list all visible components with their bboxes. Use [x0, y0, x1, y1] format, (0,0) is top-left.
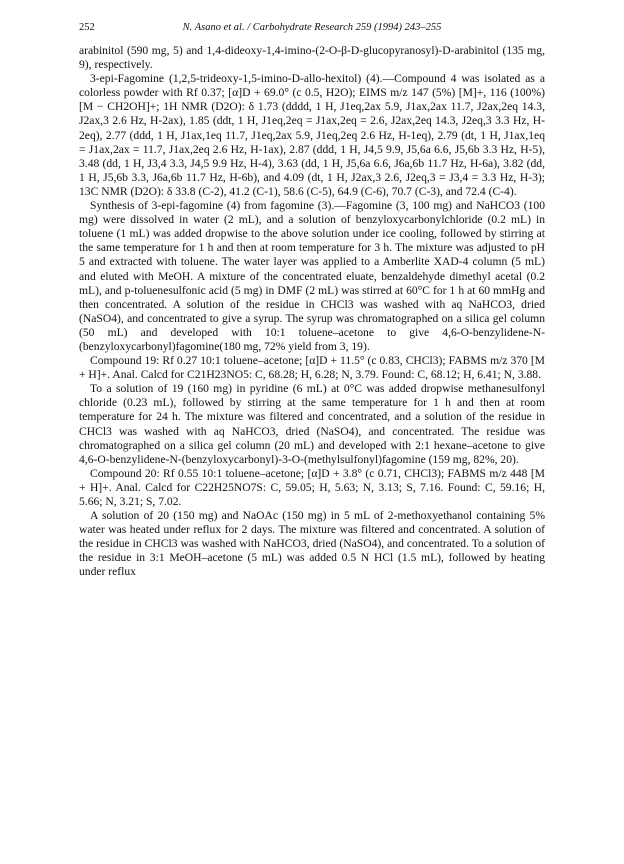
paragraph: To a solution of 19 (160 mg) in pyridine (6 mL) at 0°C was added dropwise methanesulfonyl chloride (0.23 mL), followed by stirring at the same temperature for 1 h and then at room temperature for 24 h. The mixture was filtered and concentrated, and a solution of the residue in CHCl3 was washed with aq NaHCO3, dried (NaSO4), and concentrated. The residue was chromatographed on a silica gel column (20 mL) and developed with 2:1 hexane–acetone to give 4,6-O-benzylidene-N-(benzyloxycarbonyl)-3-O-(methylsulfonyl)fagomine (159 mg, 82%, 20).: [79, 382, 545, 466]
paragraph: A solution of 20 (150 mg) and NaOAc (150 mg) in 5 mL of 2-methoxyethanol containing 5% water was heated under reflux for 2 days. The mixture was filtered and concentrated. A solution of the residue in CHCl3 was washed with NaHCO3, dried (NaSO4), and concentrated. To a solution of the residue in 3:1 MeOH–acetone (5 mL) was added 0.5 N HCl (1.5 mL), followed by heating under reflux: [79, 509, 545, 579]
paragraph: arabinitol (590 mg, 5) and 1,4-dideoxy-1,4-imino-(2-O-β-D-glucopyranosyl)-D-arabinitol (135 mg, 9), respectively.: [79, 44, 545, 72]
running-title: N. Asano et al. / Carbohydrate Research 259 (1994) 243–255: [182, 22, 442, 33]
page-number: 252: [79, 22, 95, 33]
paragraph: 3-epi-Fagomine (1,2,5-trideoxy-1,5-imino-D-allo-hexitol) (4).—Compound 4 was isolated as a colorless powder with Rf 0.37; [α]D + 69.0° (c 0.5, H2O); EIMS m/z 147 (5%) [M]+, 116 (100%) [M − CH2OH]+; 1H NMR (D2O): δ 1.73 (dddd, 1 H, J1eq,2ax 5.9, J1ax,2ax 11.7, J2ax,2eq 14.3, J2ax,3 2.6 Hz, H-2ax), 1.85 (ddt, 1 H, J1eq,2eq = J1ax,2eq = 2.6, J2ax,2eq 14.3, J2eq,3 3.3 Hz, H-2eq), 2.77 (ddd, 1 H, J1ax,1eq 11.7, J1eq,2ax 5.9, J1eq,2eq 2.6 Hz, H-1eq), 2.79 (dt, 1 H, J1ax,1eq = J1ax,2ax = 11.7, J1ax,2eq 2.6 Hz, H-1ax), 2.87 (ddd, 1 H, J4,5 9.9, J5,6a 6.6, J5,6b 3.3 Hz, H-5), 3.48 (dd, 1 H, J3,4 3.3, J4,5 9.9 Hz, H-4), 3.63 (dd, 1 H, J5,6a 6.6, J6a,6b 11.7 Hz, H-6a), 3.82 (dd, 1 H, J5,6b 3.3, J6a,6b 11.7 Hz, H-6b), and 4.09 (dt, 1 H, J2ax,3 2.6, J2eq,3 = J3,4 = 3.3 Hz, H-3); 13C NMR (D2O): δ 33.8 (C-2), 41.2 (C-1), 58.6 (C-5), 64.9 (C-6), 70.7 (C-3), and 72.4 (C-4).: [79, 72, 545, 198]
paragraph: Compound 19: Rf 0.27 10:1 toluene–acetone; [α]D + 11.5° (c 0.83, CHCl3); FABMS m/z 370 [M + H]+. Anal. Calcd for C21H23NO5: C, 68.28; H, 6.28; N, 3.79. Found: C, 68.12; H, 6.41; N, 3.88.: [79, 354, 545, 382]
article-body: [79, 44, 545, 580]
paragraph: Compound 20: Rf 0.55 10:1 toluene–acetone; [α]D + 3.8° (c 0.71, CHCl3); FABMS m/z 448 [M + H]+. Anal. Calcd for C22H25NO7S: C, 59.05; H, 5.63; N, 3.13; S, 7.16. Found: C, 59.16; H, 5.66; N, 3.21; S, 7.02.: [79, 466, 545, 508]
page-header: [79, 22, 545, 38]
paragraph: Synthesis of 3-epi-fagomine (4) from fagomine (3).—Fagomine (3, 100 mg) and NaHCO3 (100 mg) were dissolved in water (2 mL), and a solution of benzyloxycarbonylchloride (0.2 mL) in toluene (1 mL) was added dropwise to the above solution under ice cooling, followed by stirring at the same temperature for 1 h and then at room temperature for 3 h. The mixture was adjusted to pH 5 and extracted with toluene. The water layer was applied to a Amberlite XAD-4 column (5 mL) and eluted with MeOH. A mixture of the concentrated eluate, benzaldehyde dimethyl acetal (0.2 mL), and p-toluenesulfonic acid (5 mg) in DMF (2 mL) was stirred at 60°C for 1 h at 60 mmHg and then concentrated. A solution of the residue in CHCl3 was washed with aq NaHCO3, dried (NaSO4), and concentrated to give a syrup. The syrup was chromatographed on a silica gel column (50 mL) and developed with 10:1 toluene–acetone to give 4,6-O-benzylidene-N-(benzyloxycarbonyl)fagomine(180 mg, 72% yield from 3, 19).: [79, 199, 545, 353]
